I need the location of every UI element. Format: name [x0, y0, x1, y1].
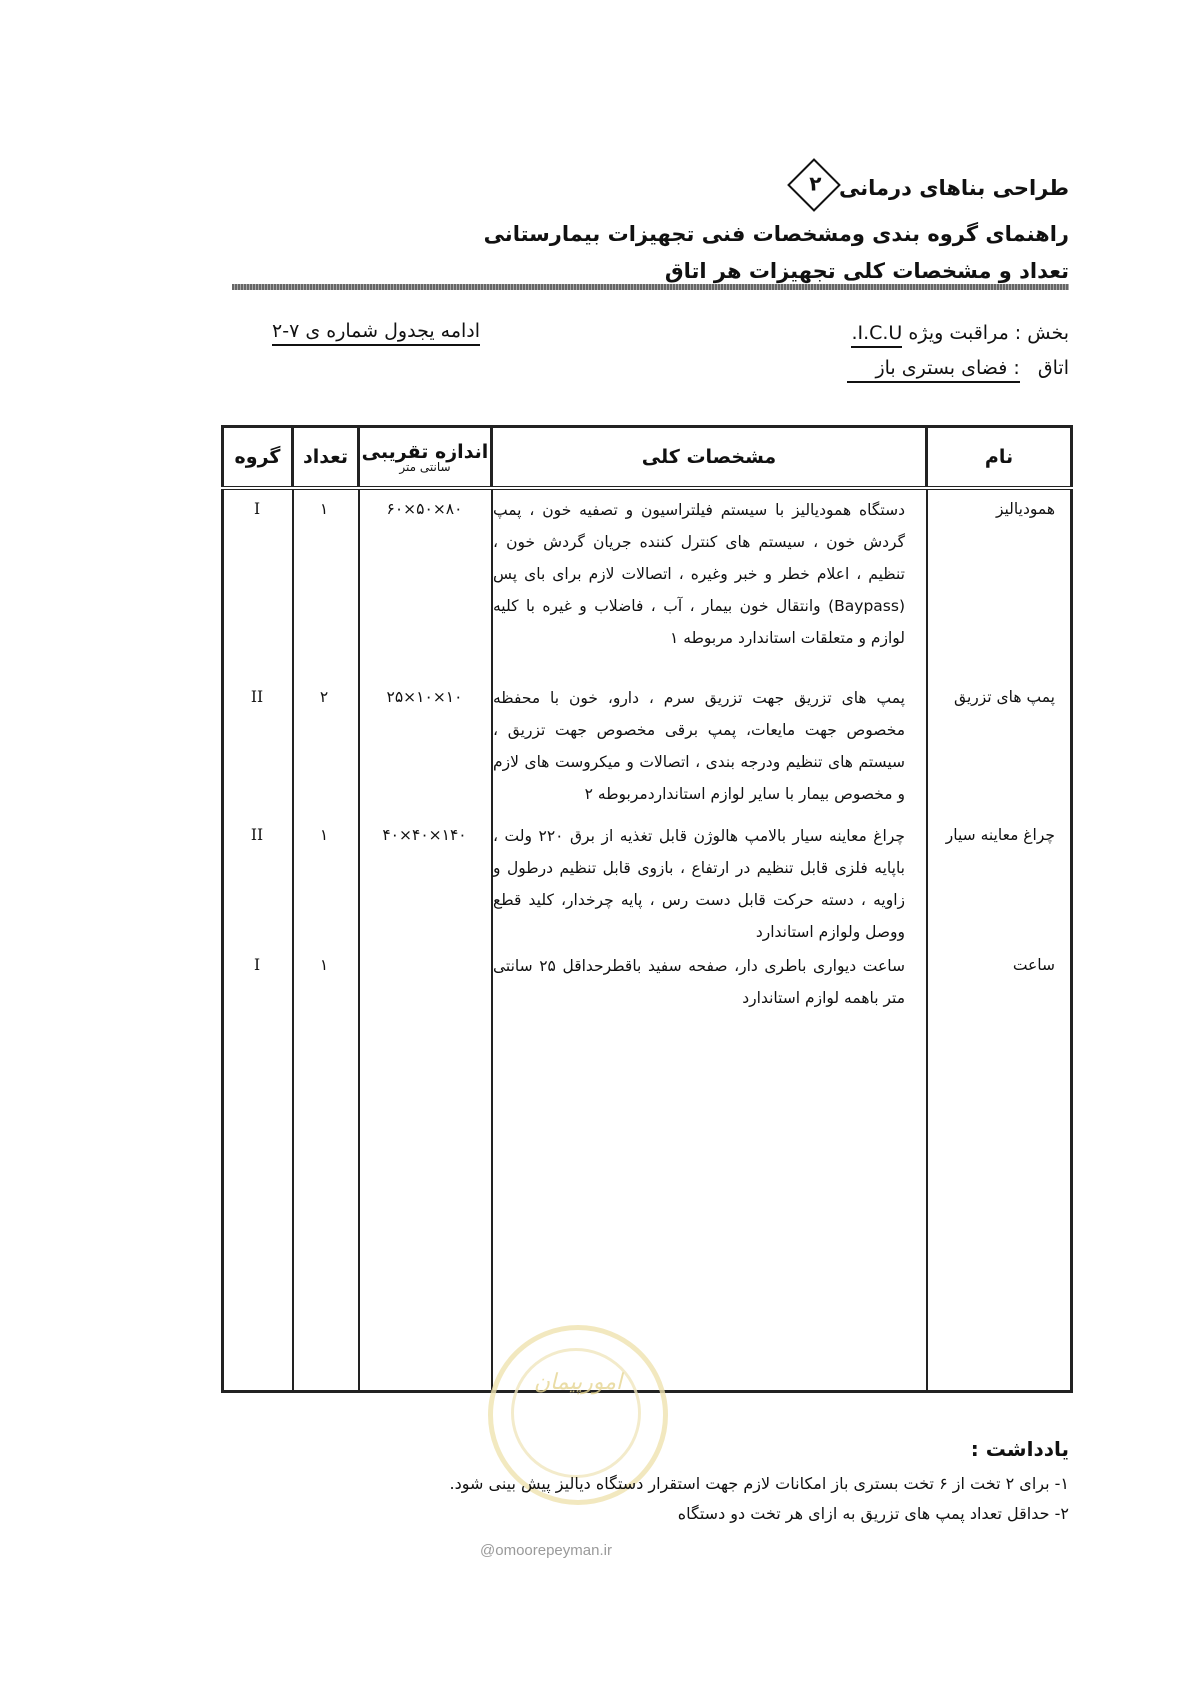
row-2-name: پمپ های تزریق: [954, 688, 1055, 706]
notes-section: [450, 1437, 1069, 1529]
section-line: بخش : مراقبت ویژه I.C.U.: [851, 322, 1069, 344]
watermark-url: @omoorepeyman.ir: [480, 1542, 612, 1559]
row-3-size: ۴۰×۴۰×۱۴۰: [382, 826, 467, 844]
row-2-size: ۲۵×۱۰×۱۰: [386, 688, 463, 706]
row-4-name: ساعت: [1012, 956, 1055, 974]
section-value: I.C.U.: [851, 322, 902, 348]
document-header: [484, 170, 1069, 298]
row-2-spec: پمپ های تزریق جهت تزریق سرم ، دارو، خون با محفظه مخصوص جهت مایعات، پمپ برقی مخصوص جهت تزریق ، سیستم های تنظیم ودرجه بندی ، اتصالات و میکروست های لازم و مخصوص بیمار با سایر لوازم استانداردمربوطه ۲: [493, 689, 905, 803]
header-size: اندازه تقریبی سانتی متر: [359, 427, 492, 489]
table-continuation: ادامه یجدول شماره ی ۷-۲: [272, 320, 480, 342]
row-4-count: ۱: [319, 956, 329, 974]
room-value: : فضای بستری باز: [847, 357, 1019, 383]
row-1-size: ۶۰×۵۰×۸۰: [386, 500, 463, 518]
header-name: نام: [927, 427, 1072, 489]
header-count: تعداد: [293, 427, 359, 489]
header-line-1: طراحی بناهای درمانی ۲: [484, 170, 1069, 208]
row-4-group: I: [253, 956, 261, 974]
stamp-text: امورپیمان: [533, 1370, 623, 1395]
row-1-spec: دستگاه همودیالیز با سیستم فیلتراسیون و تصفیه خون ، پمپ گردش خون ، سیستم های کنترل کننده جریان گردش خون ، تنظیم ، اعلام خطر و خبر وغیره ، اتصالات لازم برای بای پس (Baypass) وانتقال خون بیمار ، آب ، فاضلاب و غیره با کلیه لوازم و متعلقات استاندارد مربوطه ۱: [493, 501, 905, 647]
note-1: ۱- برای ۲ تخت از ۶ تخت بستری باز امکانات لازم جهت استقرار دستگاه دیالیز پیش بینی شود.: [449, 1474, 1069, 1493]
header-line-3: تعداد و مشخصات کلی تجهیزات هر اتاق: [664, 259, 1069, 283]
header-line-2: راهنمای گروه بندی ومشخصات فنی تجهیزات بیمارستانی: [483, 222, 1069, 246]
row-1-name: همودیالیز: [995, 500, 1055, 518]
row-3-count: ۱: [319, 826, 329, 844]
row-1-group: I: [253, 500, 261, 518]
row-1-count: ۱: [319, 500, 329, 518]
row-3-name: چراغ معاینه سیار: [945, 826, 1055, 844]
room-line: اتاق : فضای بستری باز: [847, 357, 1069, 379]
header-group: گروه: [223, 427, 293, 489]
header-divider: [232, 284, 1069, 290]
notes-title: یادداشت :: [970, 1437, 1069, 1461]
row-2-group: II: [250, 688, 264, 706]
row-4-spec: ساعت دیواری باطری دار، صفحه سفید باقطرحداقل ۲۵ سانتی متر باهمه لوازم استاندارد: [493, 957, 905, 1007]
row-2-count: ۲: [319, 688, 329, 706]
row-3-spec: چراغ معاینه سیار بالامپ هالوژن قابل تغذیه از برق ۲۲۰ ولت ، باپایه فلزی قابل تنظیم در ارتفاع ، بازوی قابل تنظیم درطول و زاویه ، دسته حرکت قابل دست رس ، پایه چرخدار، کلید قطع ووصل ولوازم استاندارد: [493, 827, 905, 941]
note-2: ۲- حداقل تعداد پمپ های تزریق به ازای هر تخت دو دستگاه: [677, 1504, 1069, 1523]
part-number-badge: ۲: [787, 158, 841, 212]
table-header-row: [223, 427, 1072, 489]
header-spec: مشخصات کلی: [492, 427, 927, 489]
row-3-group: II: [250, 826, 264, 844]
